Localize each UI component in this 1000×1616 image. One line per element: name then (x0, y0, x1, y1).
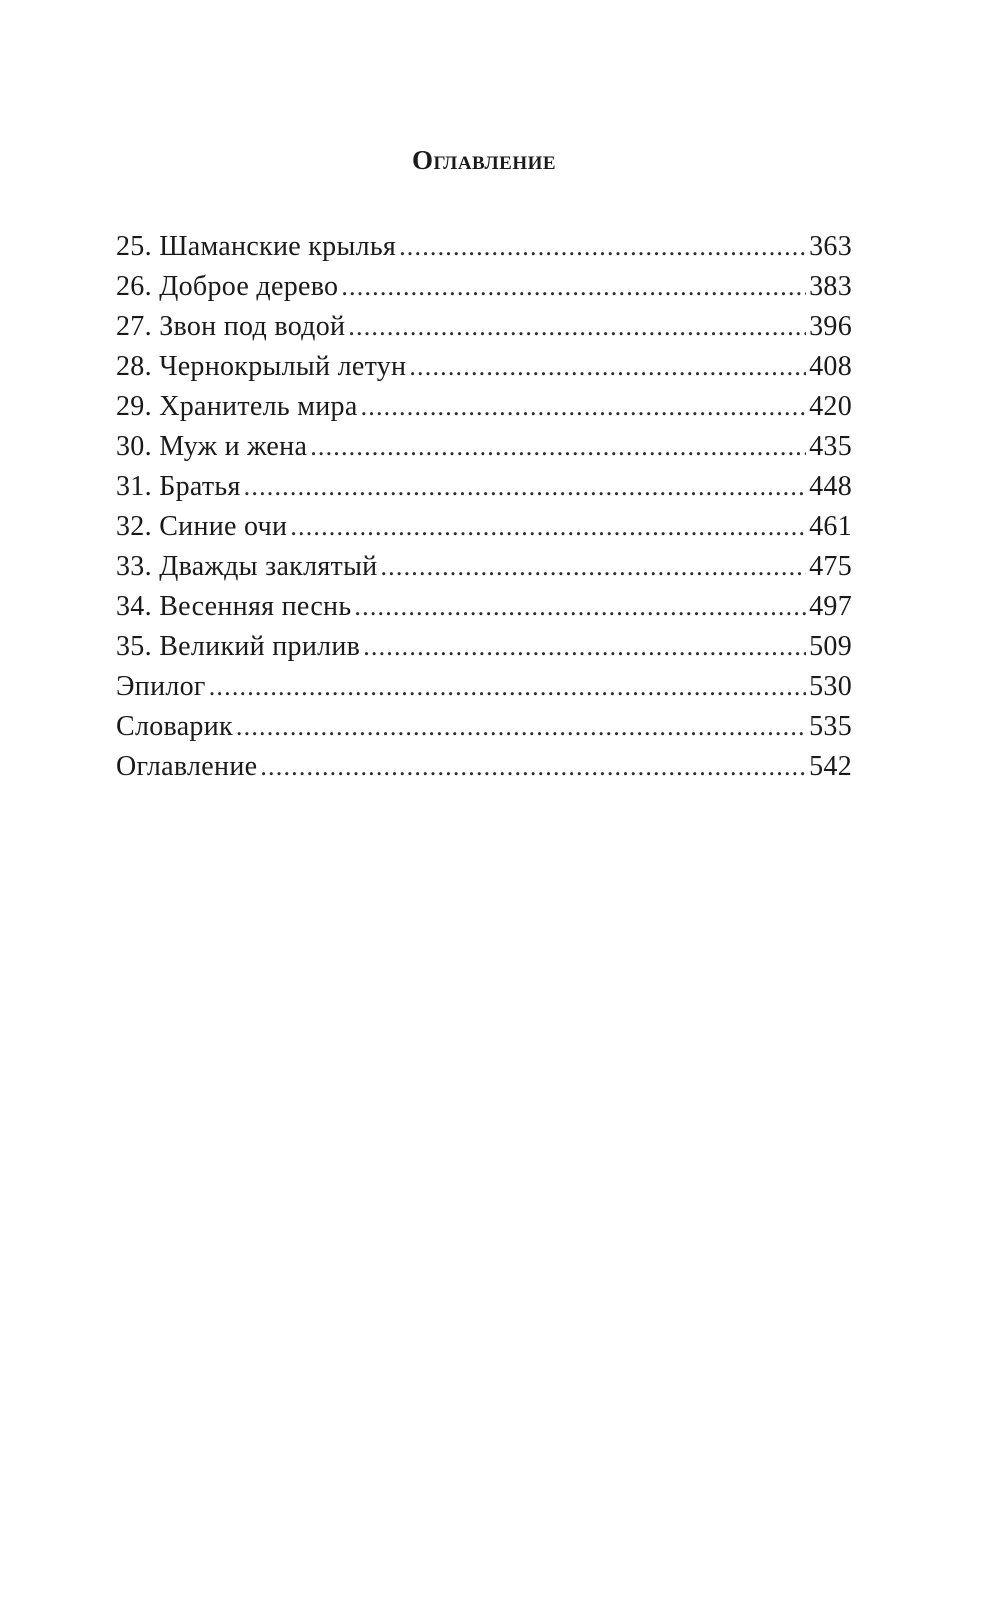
toc-entry (116, 747, 852, 787)
toc-entry-page-number: 448 (809, 471, 852, 502)
toc-entry-page-number: 420 (809, 391, 852, 422)
toc-entry-page-number: 396 (809, 311, 852, 342)
toc-entry-title: 30. Муж и жена (116, 431, 308, 462)
dot-leader (236, 707, 806, 747)
toc-entry-title: 31. Братья (116, 471, 241, 502)
dot-leader (363, 627, 806, 667)
toc-entry (116, 467, 852, 507)
dot-leader (244, 467, 806, 507)
dot-leader (361, 387, 807, 427)
dot-leader (380, 547, 806, 587)
toc-entry (116, 267, 852, 307)
dot-leader (209, 667, 806, 707)
toc-entry (116, 627, 852, 667)
toc-entry (116, 667, 852, 707)
toc-entry (116, 387, 852, 427)
dot-leader (290, 507, 806, 547)
toc-entry-title: 25. Шаманские крылья (116, 231, 397, 262)
toc-entry-page-number: 475 (809, 551, 852, 582)
toc-entry-page-number: 535 (809, 711, 852, 742)
toc-entry-page-number: 461 (809, 511, 852, 542)
toc-entry (116, 347, 852, 387)
page-title: Оглавление (411, 145, 557, 175)
toc-entry-title: 28. Чернокрылый летун (116, 351, 407, 382)
toc-entry-page-number: 363 (809, 231, 852, 262)
toc-entry (116, 547, 852, 587)
dot-leader (354, 587, 806, 627)
toc-entry-title: Эпилог (116, 671, 206, 702)
toc-entry-title: 33. Дважды заклятый (116, 551, 378, 582)
toc-entry (116, 307, 852, 347)
toc-entry-page-number: 530 (809, 671, 852, 702)
dot-leader (341, 267, 806, 307)
toc-entry-title: 34. Весенняя песнь (116, 591, 352, 622)
toc-entry (116, 507, 852, 547)
toc-entry-page-number: 497 (809, 591, 852, 622)
dot-leader (348, 307, 806, 347)
dot-leader (310, 427, 806, 467)
toc-list (116, 227, 852, 787)
toc-entry-title: Словарик (116, 711, 233, 742)
toc-entry-page-number: 383 (809, 271, 852, 302)
toc-entry-page-number: 542 (809, 751, 852, 782)
toc-entry-title: Оглавление (116, 751, 258, 782)
toc-entry-page-number: 408 (809, 351, 852, 382)
toc-entry (116, 227, 852, 267)
toc-entry (116, 587, 852, 627)
toc-entry (116, 427, 852, 467)
dot-leader (399, 227, 806, 267)
toc-entry-title: 27. Звон под водой (116, 311, 346, 342)
toc-entry-title: 35. Великий прилив (116, 631, 361, 662)
dot-leader (260, 747, 806, 787)
toc-entry-page-number: 509 (809, 631, 852, 662)
toc-entry-title: 26. Доброе дерево (116, 271, 339, 302)
dot-leader (409, 347, 806, 387)
toc-entry-page-number: 435 (809, 431, 852, 462)
toc-entry-title: 29. Хранитель мира (116, 391, 358, 422)
toc-entry-title: 32. Синие очи (116, 511, 288, 542)
toc-entry (116, 707, 852, 747)
